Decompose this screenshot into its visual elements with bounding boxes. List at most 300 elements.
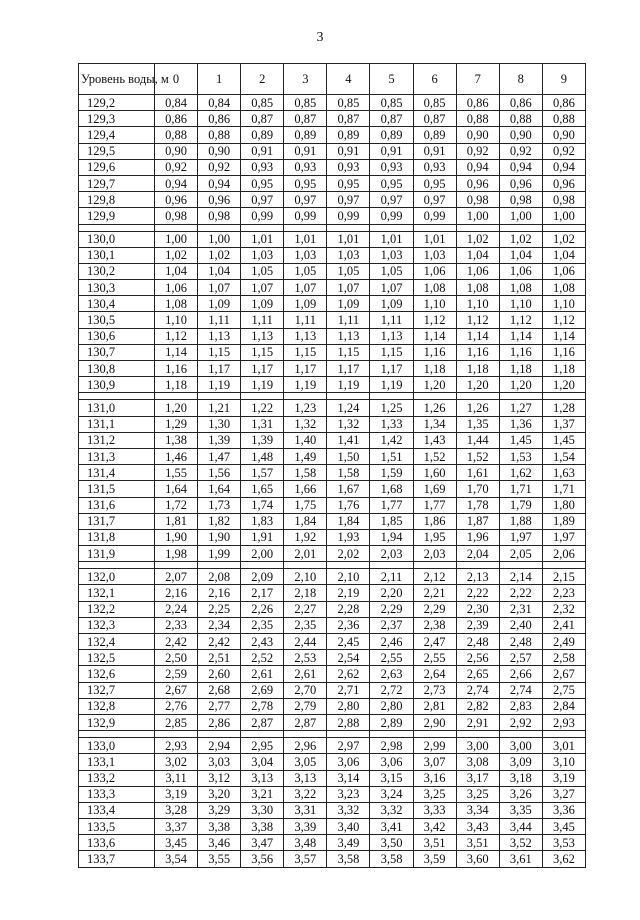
value-cell: 2,49	[542, 634, 585, 650]
table-row	[79, 377, 586, 393]
value-cell: 0,84	[198, 95, 241, 111]
table-row	[79, 328, 586, 344]
value-cell: 0,98	[499, 192, 542, 208]
value-cell: 1,80	[542, 497, 585, 513]
group-separator-row	[79, 731, 586, 738]
table-row	[79, 497, 586, 513]
value-cell: 2,67	[542, 666, 585, 682]
value-cell: 1,65	[241, 481, 284, 497]
value-cell: 1,14	[542, 328, 585, 344]
table-row	[79, 698, 586, 714]
value-cell: 1,01	[284, 231, 327, 247]
value-cell: 2,71	[327, 682, 370, 698]
value-cell: 3,04	[241, 754, 284, 770]
value-cell: 1,00	[542, 208, 585, 224]
separator-cell	[155, 393, 198, 400]
value-cell: 1,15	[284, 344, 327, 360]
value-cell: 0,94	[155, 175, 198, 191]
value-cell: 1,72	[155, 497, 198, 513]
value-cell: 0,89	[241, 127, 284, 143]
separator-cell	[499, 562, 542, 569]
value-cell: 2,54	[327, 650, 370, 666]
water-level-cell: 132,2	[79, 601, 155, 617]
value-cell: 1,39	[198, 432, 241, 448]
value-cell: 2,58	[542, 650, 585, 666]
value-cell: 2,17	[241, 585, 284, 601]
value-cell: 1,06	[413, 263, 456, 279]
value-cell: 1,45	[499, 432, 542, 448]
separator-cell	[370, 731, 413, 738]
value-cell: 2,96	[284, 738, 327, 754]
value-cell: 0,99	[370, 208, 413, 224]
table-row	[79, 159, 586, 175]
value-cell: 3,46	[198, 835, 241, 851]
value-cell: 3,62	[542, 851, 585, 867]
water-level-cell: 133,3	[79, 786, 155, 802]
column-header: 8	[499, 64, 542, 95]
water-level-cell: 132,1	[79, 585, 155, 601]
value-cell: 0,85	[241, 95, 284, 111]
value-cell: 1,12	[456, 312, 499, 328]
table-row	[79, 400, 586, 416]
table-row	[79, 247, 586, 263]
water-level-cell: 133,2	[79, 770, 155, 786]
value-cell: 1,03	[284, 247, 327, 263]
value-cell: 2,03	[370, 546, 413, 562]
value-cell: 2,07	[155, 569, 198, 585]
value-cell: 1,16	[499, 344, 542, 360]
value-cell: 1,83	[241, 513, 284, 529]
value-cell: 3,25	[413, 786, 456, 802]
value-cell: 2,52	[241, 650, 284, 666]
value-cell: 1,51	[370, 448, 413, 464]
value-cell: 2,13	[456, 569, 499, 585]
value-cell: 0,93	[241, 159, 284, 175]
value-cell: 1,17	[241, 361, 284, 377]
table-row	[79, 851, 586, 867]
water-level-cell: 130,6	[79, 328, 155, 344]
value-cell: 1,14	[456, 328, 499, 344]
value-cell: 3,51	[413, 835, 456, 851]
water-level-cell: 130,4	[79, 296, 155, 312]
value-cell: 1,96	[456, 529, 499, 545]
value-cell: 2,61	[241, 666, 284, 682]
value-cell: 3,37	[155, 819, 198, 835]
value-cell: 3,07	[413, 754, 456, 770]
value-cell: 1,74	[241, 497, 284, 513]
value-cell: 3,56	[241, 851, 284, 867]
value-cell: 2,08	[198, 569, 241, 585]
value-cell: 0,89	[327, 127, 370, 143]
value-cell: 0,88	[198, 127, 241, 143]
value-cell: 0,92	[542, 143, 585, 159]
value-cell: 3,38	[241, 819, 284, 835]
water-level-cell: 130,1	[79, 247, 155, 263]
water-level-cell: 131,2	[79, 432, 155, 448]
value-cell: 1,11	[327, 312, 370, 328]
value-cell: 1,66	[284, 481, 327, 497]
value-cell: 1,73	[198, 497, 241, 513]
value-cell: 3,14	[327, 770, 370, 786]
value-cell: 0,86	[499, 95, 542, 111]
value-cell: 2,56	[456, 650, 499, 666]
value-cell: 1,71	[542, 481, 585, 497]
value-cell: 1,13	[370, 328, 413, 344]
table-row	[79, 127, 586, 143]
separator-cell	[284, 731, 327, 738]
value-cell: 1,01	[370, 231, 413, 247]
column-header: 2	[241, 64, 284, 95]
value-cell: 1,09	[198, 296, 241, 312]
value-cell: 1,00	[155, 231, 198, 247]
value-cell: 2,43	[241, 634, 284, 650]
water-level-cell: 129,7	[79, 175, 155, 191]
value-cell: 0,85	[370, 95, 413, 111]
value-cell: 1,07	[284, 280, 327, 296]
value-cell: 3,54	[155, 851, 198, 867]
separator-cell	[456, 562, 499, 569]
value-cell: 2,55	[413, 650, 456, 666]
value-cell: 3,19	[542, 770, 585, 786]
separator-cell	[155, 562, 198, 569]
value-cell: 1,63	[542, 465, 585, 481]
value-cell: 0,94	[542, 159, 585, 175]
table-row	[79, 432, 586, 448]
separator-cell	[370, 224, 413, 231]
value-cell: 1,02	[456, 231, 499, 247]
value-cell: 2,11	[370, 569, 413, 585]
value-cell: 0,87	[284, 111, 327, 127]
value-cell: 2,80	[327, 698, 370, 714]
value-cell: 2,10	[284, 569, 327, 585]
value-cell: 1,16	[413, 344, 456, 360]
table-row	[79, 770, 586, 786]
value-cell: 0,97	[413, 192, 456, 208]
value-cell: 0,93	[413, 159, 456, 175]
value-cell: 3,34	[456, 802, 499, 818]
value-cell: 2,51	[198, 650, 241, 666]
value-cell: 0,90	[456, 127, 499, 143]
value-cell: 2,32	[542, 601, 585, 617]
water-level-cell: 132,5	[79, 650, 155, 666]
table-row	[79, 601, 586, 617]
value-cell: 1,45	[542, 432, 585, 448]
value-cell: 1,68	[370, 481, 413, 497]
value-cell: 3,36	[542, 802, 585, 818]
table-row	[79, 143, 586, 159]
table-row	[79, 754, 586, 770]
group-separator-row	[79, 224, 586, 231]
separator-cell	[284, 393, 327, 400]
separator-cell	[327, 562, 370, 569]
separator-cell	[499, 731, 542, 738]
value-cell: 1,36	[499, 416, 542, 432]
separator-cell	[155, 731, 198, 738]
separator-cell	[327, 224, 370, 231]
value-cell: 2,09	[241, 569, 284, 585]
value-cell: 0,96	[542, 175, 585, 191]
table-row	[79, 296, 586, 312]
value-cell: 2,42	[155, 634, 198, 650]
value-cell: 0,96	[499, 175, 542, 191]
value-cell: 2,35	[284, 617, 327, 633]
column-header: 7	[456, 64, 499, 95]
water-level-cell: 130,0	[79, 231, 155, 247]
value-cell: 1,12	[155, 328, 198, 344]
value-cell: 2,06	[542, 546, 585, 562]
value-cell: 1,29	[155, 416, 198, 432]
water-level-cell: 130,7	[79, 344, 155, 360]
separator-cell	[499, 393, 542, 400]
separator-cell	[456, 224, 499, 231]
value-cell: 3,27	[542, 786, 585, 802]
value-cell: 2,01	[284, 546, 327, 562]
value-cell: 0,99	[241, 208, 284, 224]
value-cell: 1,11	[241, 312, 284, 328]
table-row	[79, 738, 586, 754]
water-level-cell: 133,7	[79, 851, 155, 867]
value-cell: 2,89	[370, 714, 413, 730]
value-cell: 3,06	[370, 754, 413, 770]
separator-cell	[413, 224, 456, 231]
value-cell: 2,99	[413, 738, 456, 754]
table-row	[79, 111, 586, 127]
value-cell: 1,10	[155, 312, 198, 328]
value-cell: 1,03	[413, 247, 456, 263]
water-level-cell: 129,4	[79, 127, 155, 143]
table-row	[79, 835, 586, 851]
value-cell: 1,60	[413, 465, 456, 481]
value-cell: 2,46	[370, 634, 413, 650]
value-cell: 1,14	[155, 344, 198, 360]
value-cell: 1,20	[413, 377, 456, 393]
value-cell: 3,32	[327, 802, 370, 818]
value-cell: 1,14	[499, 328, 542, 344]
value-cell: 0,92	[499, 143, 542, 159]
value-cell: 1,47	[198, 448, 241, 464]
separator-cell	[327, 731, 370, 738]
water-level-cell: 133,1	[79, 754, 155, 770]
table-row	[79, 682, 586, 698]
value-cell: 0,95	[370, 175, 413, 191]
page-number: 3	[316, 30, 324, 45]
value-cell: 2,95	[241, 738, 284, 754]
table-row	[79, 634, 586, 650]
value-cell: 2,88	[327, 714, 370, 730]
value-cell: 1,84	[327, 513, 370, 529]
value-cell: 2,63	[370, 666, 413, 682]
value-cell: 0,88	[456, 111, 499, 127]
value-cell: 1,11	[284, 312, 327, 328]
water-level-cell: 132,6	[79, 666, 155, 682]
value-cell: 3,38	[198, 819, 241, 835]
table-row	[79, 786, 586, 802]
value-cell: 2,25	[198, 601, 241, 617]
separator-cell	[198, 393, 241, 400]
value-cell: 2,74	[499, 682, 542, 698]
value-cell: 0,94	[456, 159, 499, 175]
value-cell: 1,56	[198, 465, 241, 481]
table-row	[79, 416, 586, 432]
value-cell: 1,05	[370, 263, 413, 279]
value-cell: 0,95	[327, 175, 370, 191]
water-level-cell: 129,8	[79, 192, 155, 208]
value-cell: 0,86	[155, 111, 198, 127]
value-cell: 3,35	[499, 802, 542, 818]
value-cell: 1,02	[198, 247, 241, 263]
value-cell: 3,20	[198, 786, 241, 802]
table-row	[79, 344, 586, 360]
table-row	[79, 263, 586, 279]
value-cell: 1,17	[327, 361, 370, 377]
value-cell: 2,81	[413, 698, 456, 714]
value-cell: 1,17	[284, 361, 327, 377]
value-cell: 0,99	[284, 208, 327, 224]
value-cell: 1,13	[327, 328, 370, 344]
separator-cell	[241, 731, 284, 738]
value-cell: 1,86	[413, 513, 456, 529]
water-level-cell: 132,9	[79, 714, 155, 730]
group-separator-row	[79, 562, 586, 569]
water-level-cell: 130,9	[79, 377, 155, 393]
value-cell: 2,29	[413, 601, 456, 617]
value-cell: 1,02	[499, 231, 542, 247]
value-cell: 3,10	[542, 754, 585, 770]
table-row	[79, 192, 586, 208]
water-level-cell: 131,3	[79, 448, 155, 464]
value-cell: 0,92	[456, 143, 499, 159]
water-level-cell: 131,7	[79, 513, 155, 529]
value-cell: 1,07	[198, 280, 241, 296]
value-cell: 2,84	[542, 698, 585, 714]
value-cell: 3,39	[284, 819, 327, 835]
water-level-table	[78, 63, 586, 868]
value-cell: 1,04	[456, 247, 499, 263]
value-cell: 1,46	[155, 448, 198, 464]
value-cell: 0,99	[413, 208, 456, 224]
value-cell: 3,47	[241, 835, 284, 851]
value-cell: 3,40	[327, 819, 370, 835]
value-cell: 1,18	[413, 361, 456, 377]
value-cell: 1,08	[155, 296, 198, 312]
separator-cell	[155, 224, 198, 231]
value-cell: 1,04	[155, 263, 198, 279]
value-cell: 2,40	[499, 617, 542, 633]
value-cell: 2,37	[370, 617, 413, 633]
value-cell: 1,06	[456, 263, 499, 279]
value-cell: 3,49	[327, 835, 370, 851]
value-cell: 1,01	[327, 231, 370, 247]
value-cell: 3,45	[155, 835, 198, 851]
value-cell: 0,86	[456, 95, 499, 111]
value-cell: 2,93	[542, 714, 585, 730]
water-level-cell: 131,9	[79, 546, 155, 562]
table-row	[79, 448, 586, 464]
value-cell: 0,92	[198, 159, 241, 175]
value-cell: 1,58	[284, 465, 327, 481]
value-cell: 3,31	[284, 802, 327, 818]
value-cell: 3,24	[370, 786, 413, 802]
value-cell: 3,42	[413, 819, 456, 835]
value-cell: 3,28	[155, 802, 198, 818]
table-row	[79, 650, 586, 666]
value-cell: 2,90	[413, 714, 456, 730]
value-cell: 1,20	[542, 377, 585, 393]
table-row	[79, 481, 586, 497]
table-row	[79, 714, 586, 730]
table-body	[79, 95, 586, 868]
value-cell: 1,70	[456, 481, 499, 497]
value-cell: 3,00	[499, 738, 542, 754]
value-cell: 2,18	[284, 585, 327, 601]
value-cell: 1,20	[456, 377, 499, 393]
table-row	[79, 513, 586, 529]
value-cell: 0,98	[155, 208, 198, 224]
value-cell: 0,97	[284, 192, 327, 208]
value-cell: 3,16	[413, 770, 456, 786]
value-cell: 1,52	[413, 448, 456, 464]
table-row	[79, 529, 586, 545]
value-cell: 3,51	[456, 835, 499, 851]
value-cell: 1,30	[198, 416, 241, 432]
value-cell: 3,13	[241, 770, 284, 786]
value-cell: 2,68	[198, 682, 241, 698]
table-row	[79, 175, 586, 191]
water-level-cell: 129,3	[79, 111, 155, 127]
value-cell: 2,28	[327, 601, 370, 617]
value-cell: 2,60	[198, 666, 241, 682]
value-cell: 2,24	[155, 601, 198, 617]
value-cell: 2,29	[370, 601, 413, 617]
value-cell: 1,22	[241, 400, 284, 416]
value-cell: 3,21	[241, 786, 284, 802]
water-level-cell: 130,3	[79, 280, 155, 296]
value-cell: 1,92	[284, 529, 327, 545]
value-cell: 2,38	[413, 617, 456, 633]
value-cell: 1,09	[327, 296, 370, 312]
value-cell: 1,43	[413, 432, 456, 448]
value-cell: 1,04	[198, 263, 241, 279]
value-cell: 1,03	[370, 247, 413, 263]
value-cell: 1,88	[499, 513, 542, 529]
separator-cell	[241, 562, 284, 569]
value-cell: 1,08	[542, 280, 585, 296]
value-cell: 3,18	[499, 770, 542, 786]
value-cell: 1,33	[370, 416, 413, 432]
value-cell: 0,95	[413, 175, 456, 191]
value-cell: 1,00	[456, 208, 499, 224]
value-cell: 3,05	[284, 754, 327, 770]
value-cell: 1,17	[198, 361, 241, 377]
value-cell: 1,18	[456, 361, 499, 377]
value-cell: 3,08	[456, 754, 499, 770]
value-cell: 1,57	[241, 465, 284, 481]
water-level-cell: 131,5	[79, 481, 155, 497]
value-cell: 1,14	[413, 328, 456, 344]
value-cell: 3,59	[413, 851, 456, 867]
value-cell: 1,18	[542, 361, 585, 377]
value-cell: 1,10	[413, 296, 456, 312]
water-level-cell: 129,2	[79, 95, 155, 111]
value-cell: 2,77	[198, 698, 241, 714]
value-cell: 1,77	[413, 497, 456, 513]
separator-cell	[79, 731, 155, 738]
value-cell: 1,17	[370, 361, 413, 377]
value-cell: 1,01	[241, 231, 284, 247]
value-cell: 2,12	[413, 569, 456, 585]
value-cell: 2,22	[499, 585, 542, 601]
value-cell: 2,94	[198, 738, 241, 754]
